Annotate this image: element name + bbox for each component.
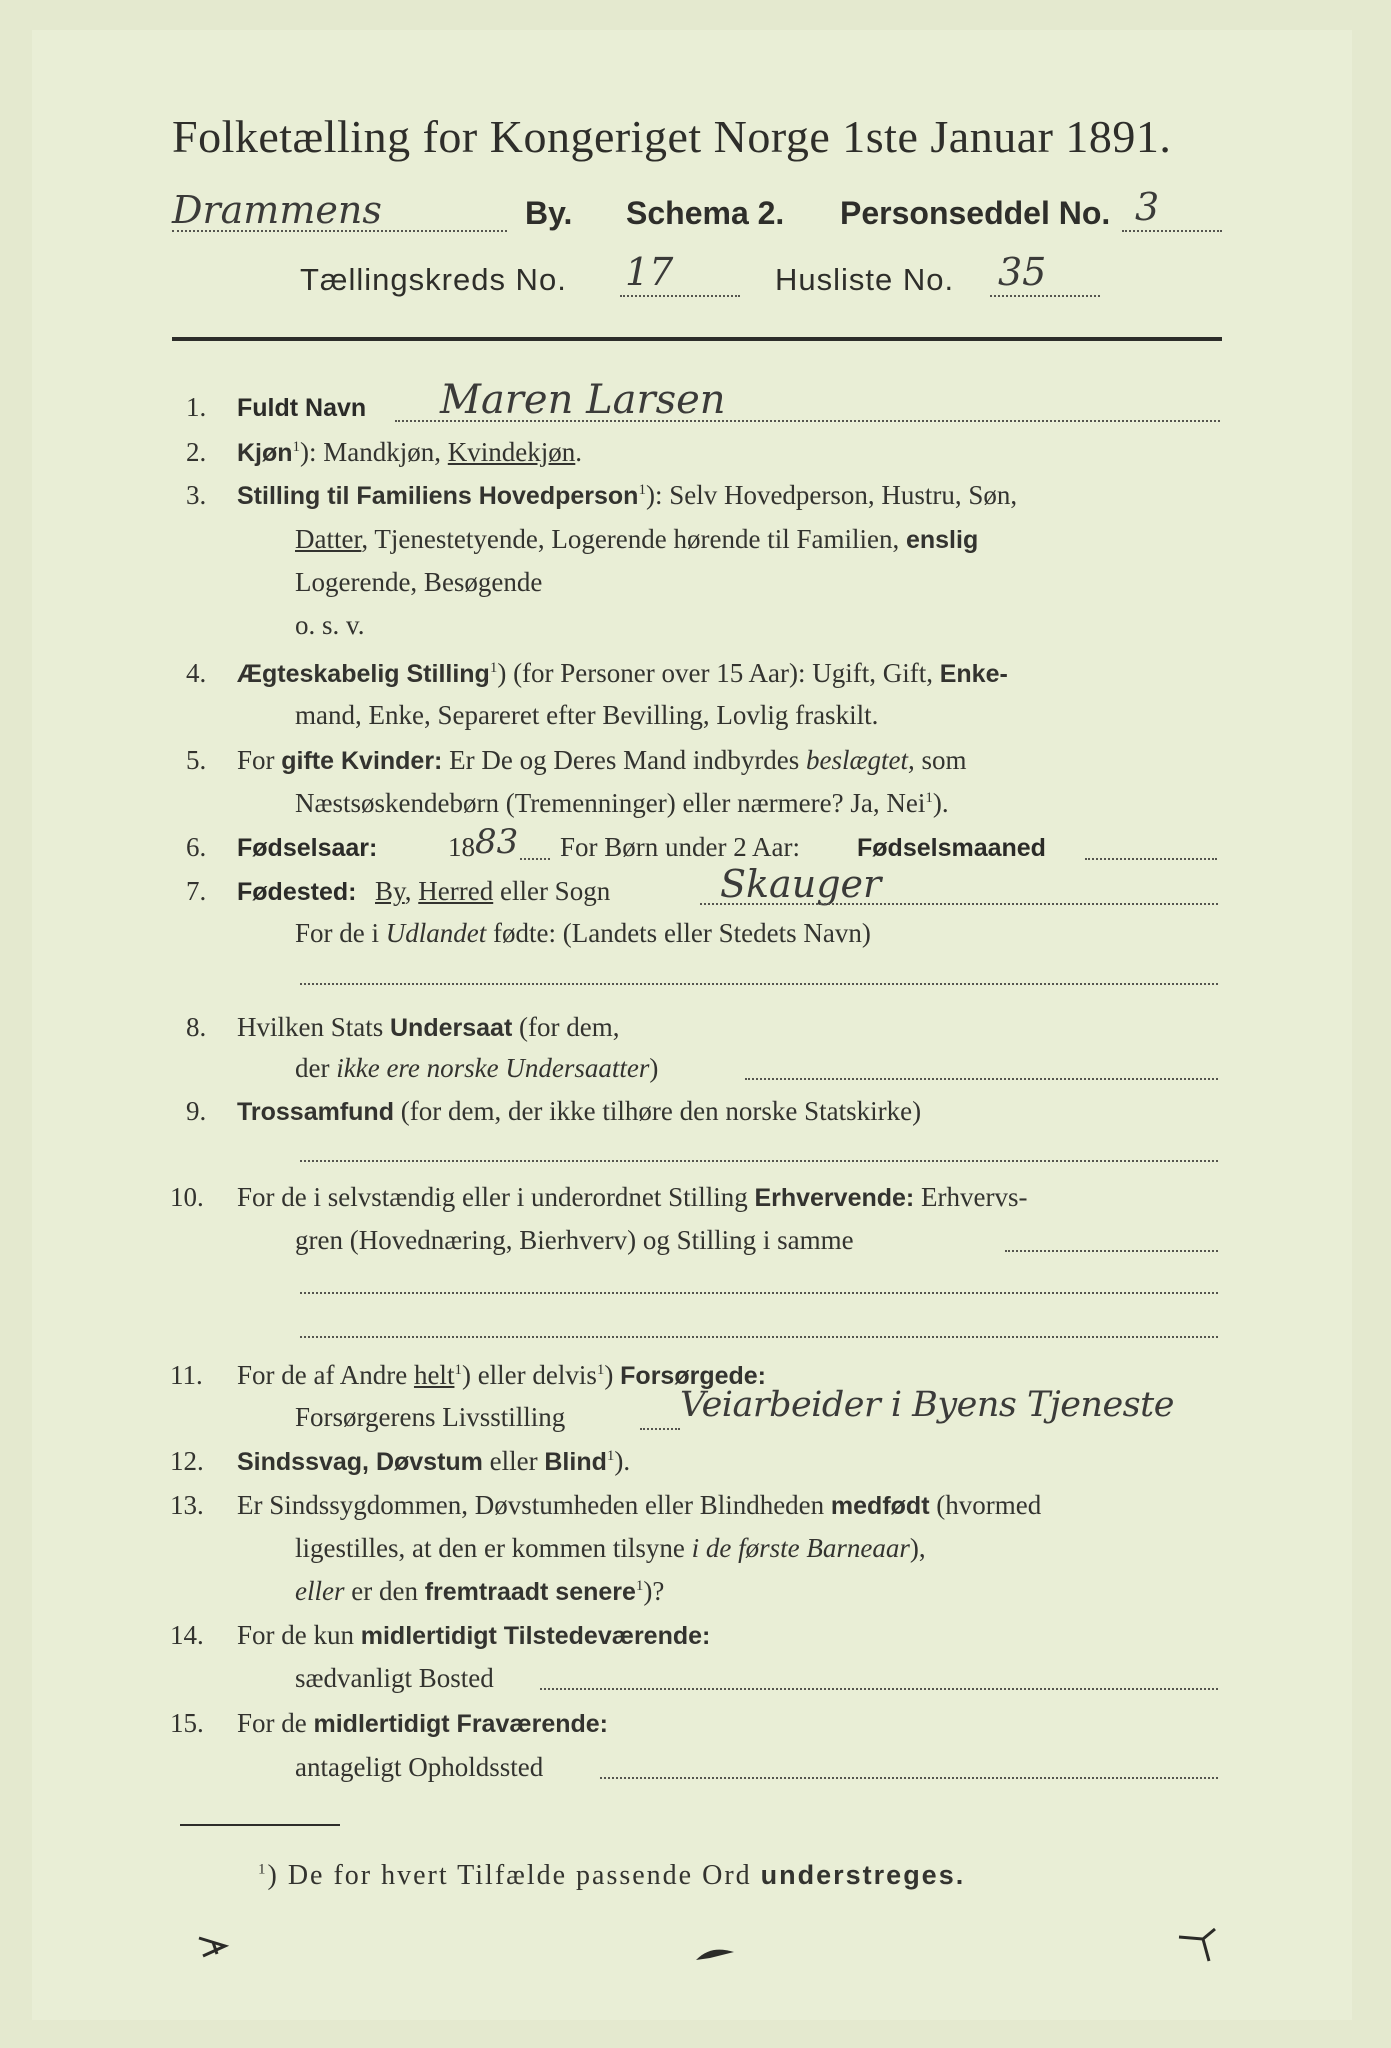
q13-line1 <box>237 1490 1041 1521</box>
q12-text-b: ). <box>614 1446 631 1476</box>
q6-year-print: 18 <box>448 832 475 862</box>
q13-text-b: (hvormed <box>929 1490 1042 1520</box>
header-divider <box>172 337 1222 341</box>
corner-mark-left <box>195 1930 235 1960</box>
q7-foreign-dotted-line <box>300 983 1218 985</box>
q11-helt: helt <box>413 1360 455 1390</box>
q3-line2 <box>295 524 978 555</box>
q7-dotted-line <box>700 903 1218 905</box>
q8-dotted-line <box>745 1078 1218 1080</box>
q7-label: Fødested: <box>237 878 357 906</box>
q10-text-a: For de i selvstændig eller i underordnet Stilling <box>237 1182 755 1212</box>
corner-mark-center <box>690 1942 740 1968</box>
q4-label: Ægteskabelig Stilling <box>237 660 490 688</box>
q2-line <box>237 437 582 468</box>
q2-text-c: . <box>575 437 583 467</box>
q10-dotted-line-3 <box>300 1336 1218 1338</box>
q14-dotted-line <box>540 1688 1218 1690</box>
personseddel-label: Personseddel No. <box>840 195 1111 231</box>
q14-line2: sædvanligt Bosted <box>295 1663 494 1693</box>
q11-dotted-line <box>640 1428 680 1430</box>
q13-line3-a: er den <box>344 1576 425 1606</box>
q5-number: 5. <box>186 745 207 775</box>
q13-fremtraadt: fremtraadt senere <box>424 1578 636 1606</box>
q4-number: 4. <box>186 658 207 688</box>
q9-label: Trossamfund <box>237 1098 394 1126</box>
q12-label: Sindssvag, Døvstum <box>237 1448 483 1476</box>
q5-line1 <box>237 745 967 776</box>
footnote <box>258 1860 965 1892</box>
q3-number: 3. <box>186 480 207 510</box>
footnote-sup: 1 <box>258 1861 268 1878</box>
q10-dotted-line-1 <box>1005 1250 1218 1252</box>
q8-number: 8. <box>186 1012 207 1042</box>
q4-line1-text: ) (for Personer over 15 Aar): Ugift, Gift, <box>497 658 940 688</box>
q3-line1-text: ): Selv Hovedperson, Hustru, Søn, <box>645 480 1018 510</box>
q11-answer-occupation: Veiarbeider i Byens Tjeneste <box>680 1385 1174 1425</box>
q14-text-a: For de kun <box>237 1620 361 1650</box>
q13-line3 <box>295 1576 664 1607</box>
q13-text-a: Er Sindssygdommen, Døvstumheden eller Blindheden <box>237 1490 831 1520</box>
q9-dotted-line <box>300 1160 1218 1162</box>
q13-sup: 1 <box>635 1578 644 1594</box>
q7-answer-place: Skauger <box>720 862 882 906</box>
q3-line4: o. s. v. <box>295 610 365 640</box>
footnote-rule <box>180 1824 340 1826</box>
q11-number: 11. <box>170 1360 203 1390</box>
q13-number: 13. <box>170 1490 204 1520</box>
q1-answer-name: Maren Larsen <box>440 377 726 423</box>
form-title: Folketælling for Kongeriget Norge 1ste Januar 1891. <box>172 111 1172 162</box>
q10-label: Erhvervende: <box>754 1184 915 1212</box>
city-handwritten: Drammens <box>172 188 382 232</box>
q5-line2-sup: 1 <box>925 790 933 806</box>
q3-datter: Datter <box>295 524 362 554</box>
q14-number: 14. <box>170 1620 204 1650</box>
q13-line2-it: i de første Barneaar <box>691 1533 910 1563</box>
husliste-dotted-line <box>990 295 1100 297</box>
q2-text-a: ): Mandkjøn, <box>300 437 448 467</box>
q5-line2 <box>295 788 949 819</box>
q1-label: Fuldt Navn <box>237 394 367 422</box>
q9-text: (for dem, der ikke tilhøre den norske Statskirke) <box>393 1096 922 1126</box>
q4-line2: mand, Enke, Separeret efter Bevilling, Lovlig fraskilt. <box>295 700 879 730</box>
q7-by: By <box>375 876 405 906</box>
q7-comma: , <box>404 876 419 906</box>
q12-line1 <box>237 1446 630 1477</box>
q10-number: 10. <box>170 1182 204 1212</box>
q11-sup2: 1 <box>596 1362 605 1378</box>
personseddel-number: 3 <box>1135 185 1160 229</box>
q14-line1 <box>237 1620 710 1651</box>
schema-label: Schema 2. <box>626 195 785 231</box>
q15-number: 15. <box>170 1708 204 1738</box>
q8-label: Undersaat <box>390 1014 513 1042</box>
q3-sup: 1 <box>638 482 646 498</box>
q5-label-b: gifte Kvinder: <box>281 747 443 775</box>
q7-number: 7. <box>186 876 207 906</box>
q12-text-a: eller <box>482 1446 545 1476</box>
q8-text-a: Hvilken Stats <box>237 1012 390 1042</box>
q6-label-maaned: Fødselsmaaned <box>857 834 1046 862</box>
q4-enke: Enke- <box>939 660 1008 688</box>
q11-text-a: For de af Andre <box>237 1360 414 1390</box>
q7-udlandet: Udlandet <box>385 918 487 948</box>
q11-line2: Forsørgerens Livsstilling <box>295 1402 566 1432</box>
q12-blind: Blind <box>544 1448 607 1476</box>
q7-eller-sogn: eller Sogn <box>493 876 611 906</box>
q8-line2-it: ikke ere norske Undersaatter <box>336 1053 650 1083</box>
q7-line1 <box>375 876 610 907</box>
footnote-bold: understreges. <box>760 1860 966 1890</box>
q5-line2-text: Næstsøskendebørn (Tremenninger) eller nærmere? Ja, Nei <box>295 788 926 818</box>
q5-line1-text: Er De og Deres Mand indbyrdes <box>442 745 807 775</box>
q5-label-a: For <box>237 745 282 775</box>
q8-line2-a: der <box>295 1053 337 1083</box>
q5-beslaegtet: beslægtet, <box>806 745 915 775</box>
q6-year-handwritten: 83 <box>475 822 519 862</box>
q6-number: 6. <box>186 832 207 862</box>
q4-line1 <box>237 658 1008 689</box>
q3-line1 <box>237 480 1017 511</box>
q6-text: For Børn under 2 Aar: <box>560 832 800 862</box>
q5-line2-end: ). <box>932 788 949 818</box>
q7-herred: Herred <box>418 876 494 906</box>
q9-line1 <box>237 1096 921 1127</box>
q2-label: Kjøn <box>237 439 293 467</box>
corner-mark-right <box>1175 1925 1220 1965</box>
q11-sup: 1 <box>454 1362 462 1378</box>
q15-text-a: For de <box>237 1708 314 1738</box>
census-form-sheet <box>32 30 1352 2020</box>
q8-line2-b: ) <box>649 1053 659 1083</box>
kreds-label: Tællingskreds No. <box>300 262 567 297</box>
q6-year-dotted-line <box>520 858 550 860</box>
q7-line2-b: fødte: (Landets eller Stedets Navn) <box>486 918 871 948</box>
q12-number: 12. <box>170 1446 204 1476</box>
kreds-number: 17 <box>625 250 674 294</box>
q2-sup: 1 <box>292 439 301 455</box>
q13-line2-a: ligestilles, at den er kommen tilsyne <box>295 1533 692 1563</box>
q3-line2-text: , Tjenestetyende, Logerende hørende til Familien, <box>361 524 906 554</box>
q10-line2: gren (Hovednæring, Bierhverv) og Stilling i samme <box>295 1225 854 1255</box>
q14-label: midlertidigt Tilstedeværende: <box>360 1622 711 1650</box>
q6-label: Fødselsaar: <box>237 834 378 862</box>
q7-line2-a: For de i <box>295 918 386 948</box>
q15-line2: antageligt Opholdssted <box>295 1752 544 1782</box>
q4-sup: 1 <box>489 660 498 676</box>
city-dotted-line <box>172 230 507 232</box>
q15-label: midlertidigt Fraværende: <box>313 1710 608 1738</box>
kreds-dotted-line <box>620 295 740 297</box>
q2-text-kvindekjon: Kvindekjøn <box>447 437 576 467</box>
q8-line2 <box>295 1053 658 1084</box>
q11-label: Forsørgede: <box>620 1362 767 1390</box>
q11-text-c: ) <box>604 1360 621 1390</box>
q10-dotted-line-2 <box>300 1292 1218 1294</box>
q13-eller: eller <box>295 1576 345 1606</box>
q7-line2 <box>295 918 871 949</box>
q13-label: medfødt <box>830 1492 930 1520</box>
by-label: By. <box>525 195 573 231</box>
personseddel-dotted-line <box>1122 230 1222 232</box>
q12-sup: 1 <box>606 1448 615 1464</box>
q9-number: 9. <box>186 1096 207 1126</box>
q8-text-b: (for dem, <box>512 1012 620 1042</box>
q5-line1-end: som <box>914 745 967 775</box>
q8-line1 <box>237 1012 619 1043</box>
q13-line2-b: ), <box>909 1533 926 1563</box>
q3-line3: Logerende, Besøgende <box>295 567 543 597</box>
footnote-text: ) De for hvert Tilfælde passende Ord <box>267 1860 761 1891</box>
q13-line2 <box>295 1533 926 1564</box>
husliste-number: 35 <box>998 250 1047 294</box>
q10-line1 <box>237 1182 1027 1213</box>
q2-number: 2. <box>186 437 207 467</box>
q3-label: Stilling til Familiens Hovedperson <box>237 482 639 510</box>
q1-dotted-line <box>395 420 1220 422</box>
q15-dotted-line <box>600 1777 1218 1779</box>
q3-enslig: enslig <box>905 526 979 554</box>
q13-line3-b: )? <box>643 1576 665 1606</box>
q1-number: 1. <box>186 392 207 422</box>
q10-text-b: Erhvervs- <box>914 1182 1028 1212</box>
q11-text-b: ) eller delvis <box>461 1360 597 1390</box>
q6-maaned-dotted-line <box>1085 858 1217 860</box>
q15-line1 <box>237 1708 608 1739</box>
husliste-label: Husliste No. <box>775 262 955 297</box>
